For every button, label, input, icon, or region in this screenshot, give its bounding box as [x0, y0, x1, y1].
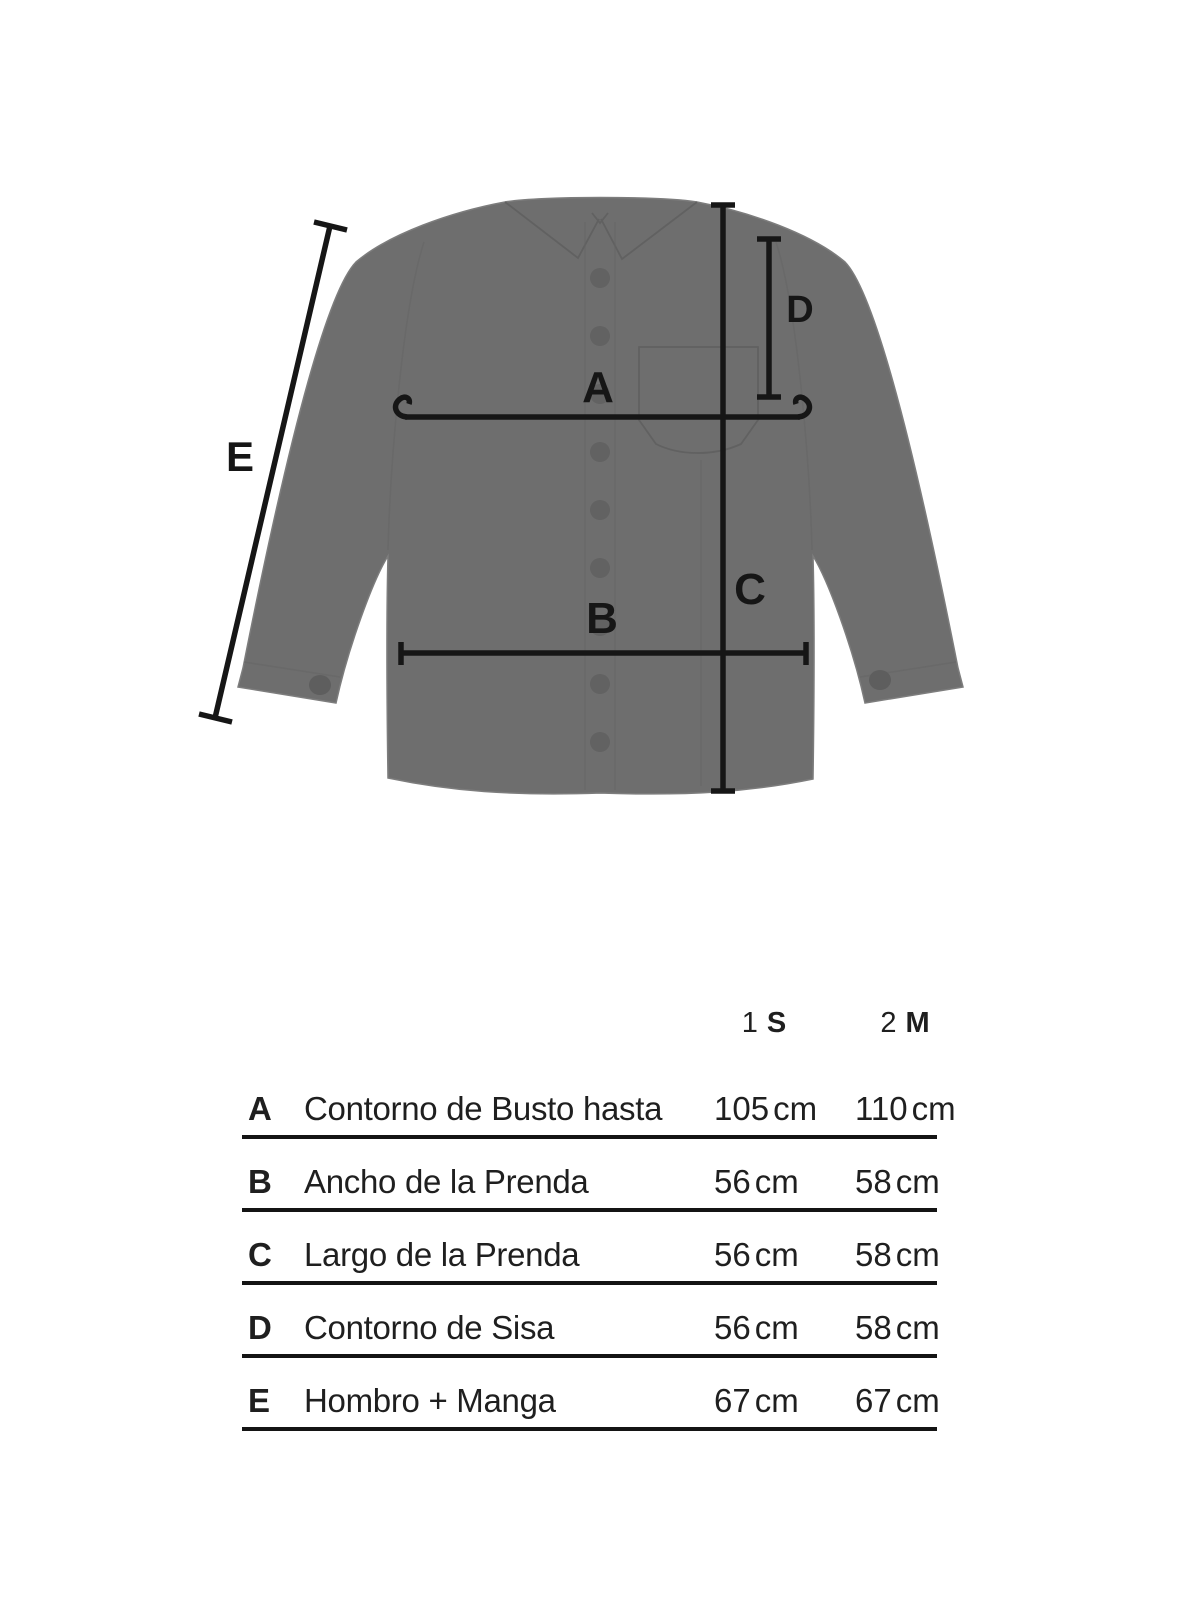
cuff-button-right [869, 670, 891, 690]
measurement-letter: E [248, 1382, 271, 1419]
measurement-size2: 58 cm [855, 1236, 940, 1273]
measurement-size1: 56 cm [714, 1163, 799, 1200]
measurement-letter: C [248, 1236, 272, 1273]
table-row-d [242, 1285, 940, 1358]
label-b: B [586, 594, 618, 643]
label-c: C [734, 565, 766, 614]
measurement-size1: 105 cm [714, 1090, 818, 1127]
measurement-size2: 110 cm [855, 1090, 956, 1127]
label-a: A [582, 363, 614, 412]
measurement-letter: D [248, 1309, 272, 1346]
measurement-name: Largo de la Prenda [304, 1236, 580, 1273]
size-letter: S [766, 1007, 787, 1039]
measurement-name: Hombro + Manga [304, 1382, 556, 1419]
measurement-size2: 58 cm [855, 1163, 940, 1200]
measurement-size1: 67 cm [714, 1382, 799, 1419]
measurement-size2: 58 cm [855, 1309, 940, 1346]
size-letter: M [905, 1007, 930, 1039]
measurement-size1: 56 cm [714, 1236, 799, 1273]
cuff-button-left [309, 675, 331, 695]
size-number: 1 [741, 1007, 758, 1039]
label-e: E [225, 433, 255, 480]
table-row-c [242, 1212, 940, 1285]
table-row-b [242, 1139, 940, 1212]
measurement-size1: 56 cm [714, 1309, 799, 1346]
measurement-name: Ancho de la Prenda [304, 1163, 589, 1200]
table-row-a [242, 1066, 956, 1139]
size-header-m [848, 1006, 962, 1040]
table-row-e [242, 1358, 940, 1431]
measurement-name: Contorno de Busto hasta [304, 1090, 663, 1127]
size-column-headers [0, 1006, 1200, 1040]
placket-buttons [590, 268, 610, 752]
label-d: D [786, 289, 814, 331]
measurement-name: Contorno de Sisa [304, 1309, 555, 1346]
measurement-letter: A [248, 1090, 272, 1127]
shirt-illustration [238, 198, 963, 794]
measurement-letter: B [248, 1163, 272, 1200]
measurements-table [242, 1066, 956, 1431]
size-header-s [706, 1006, 822, 1040]
measurement-size2: 67 cm [855, 1382, 940, 1419]
size-number: 2 [880, 1007, 897, 1039]
